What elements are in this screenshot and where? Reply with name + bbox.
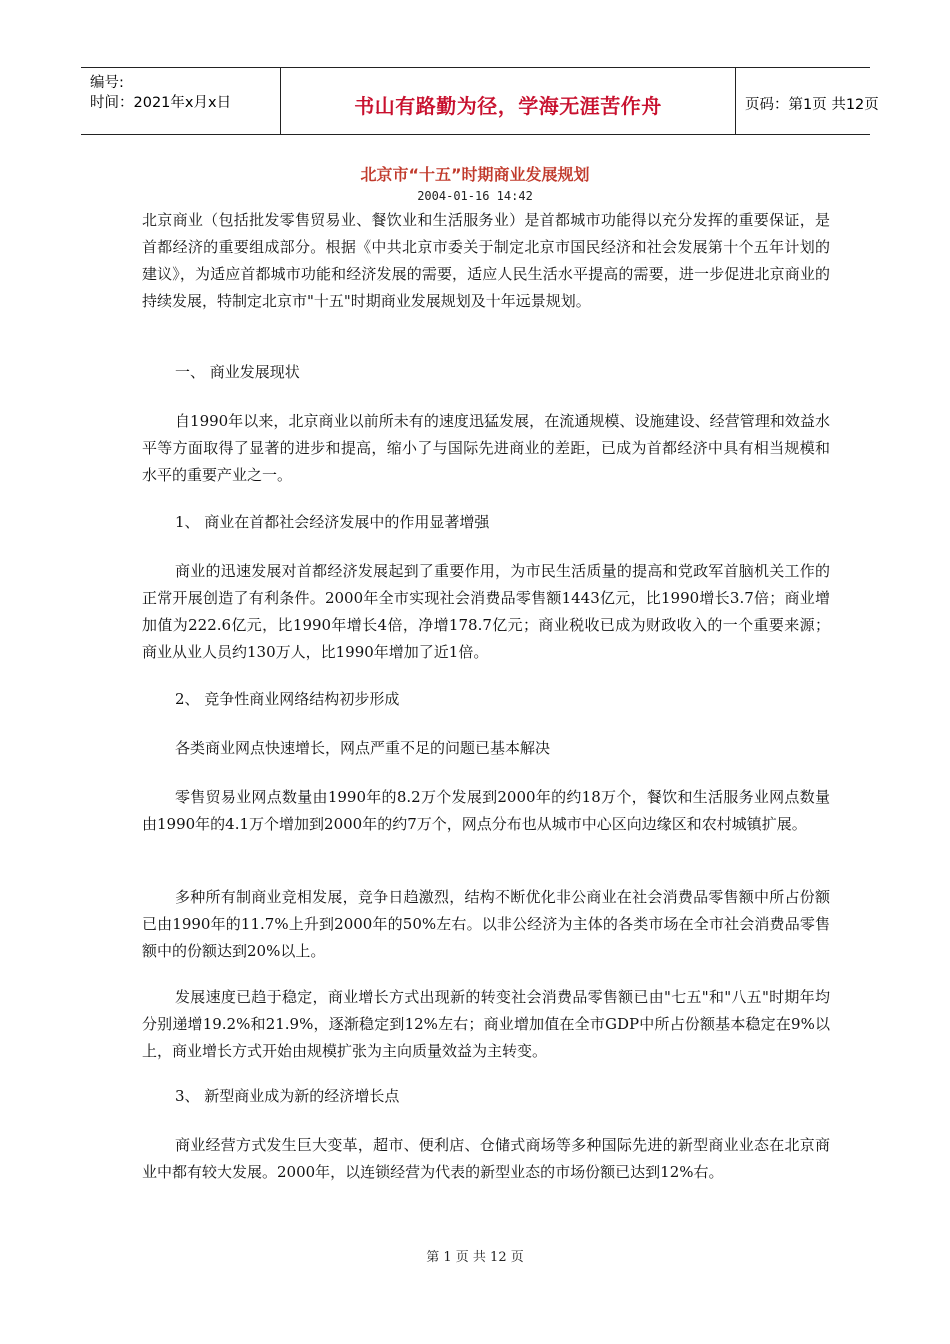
header-page-info: 页码：第1页 共12页 bbox=[745, 97, 879, 113]
subsection-heading-3: 3、 新型商业成为新的经济增长点 bbox=[175, 1087, 400, 1105]
paragraph-4: 零售贸易业网点数量由1990年的8.2万个发展到2000年的约18万个，餐饮和生活服务业网点数量由1990年的4.1万个增加到2000年的约7万个，网点分布也从城市中心区向边缘区和农村城镇扩展。 bbox=[142, 788, 830, 833]
subsection-heading-1: 1、 商业在首都社会经济发展中的作用显著增强 bbox=[175, 513, 490, 531]
document-date: 2004-01-16 14:42 bbox=[417, 189, 533, 203]
document-header-table bbox=[81, 67, 879, 135]
document-time-label: 时间：2021年x月x日 bbox=[90, 95, 232, 111]
paragraph-5: 多种所有制商业竞相发展，竞争日趋激烈，结构不断优化非公商业在社会消费品零售额中所占份额已由1990年的11.7%上升到2000年的50%左右。以非公经济为主体的各类市场在全市社会消费品零售额中的份额达到20%以上。 bbox=[142, 888, 830, 960]
page-footer: 第 1 页 共 12 页 bbox=[426, 1250, 524, 1265]
paragraph-3: 各类商业网点快速增长，网点严重不足的问题已基本解决 bbox=[175, 739, 551, 757]
header-page-cell bbox=[736, 68, 879, 134]
header-motto-cell bbox=[281, 68, 736, 134]
paragraph-2: 商业的迅速发展对首都经济发展起到了重要作用，为市民生活质量的提高和党政军首脑机关工作的正常开展创造了有利条件。2000年全市实现社会消费品零售额1443亿元，比1990增长3.7倍；商业增加值为222.6亿元，比1990年增长4倍，净增178.7亿元；商业税收已成为财政收入的一个重要来源；商业从业人员约130万人，比1990年增加了近1倍。 bbox=[142, 562, 830, 661]
header-meta-cell bbox=[81, 68, 281, 134]
intro-paragraph: 北京商业（包括批发零售贸易业、餐饮业和生活服务业）是首都城市功能得以充分发挥的重要保证，是首都经济的重要组成部分。根据《中共北京市委关于制定北京市国民经济和社会发展第十个五年计划的建议》，为适应首都城市功能和经济发展的需要，适应人民生活水平提高的需要，进一步促进北京商业的持续发展，特制定北京市"十五"时期商业发展规划及十年远景规划。 bbox=[142, 211, 830, 310]
header-motto: 书山有路勤为径，学海无涯苦作舟 bbox=[354, 94, 662, 118]
section-heading-1: 一、 商业发展现状 bbox=[175, 363, 300, 381]
paragraph-1: 自1990年以来，北京商业以前所未有的速度迅猛发展，在流通规模、设施建设、经营管理和效益水平等方面取得了显著的进步和提高，缩小了与国际先进商业的差距，已成为首都经济中具有相当规模和水平的重要产业之一。 bbox=[142, 412, 830, 484]
paragraph-7: 商业经营方式发生巨大变革，超市、便利店、仓储式商场等多种国际先进的新型商业业态在北京商业中都有较大发展。2000年，以连锁经营为代表的新型业态的市场份额已达到12%右。 bbox=[142, 1136, 830, 1181]
document-title: 北京市“十五”时期商业发展规划 bbox=[360, 165, 590, 184]
subsection-heading-2: 2、 竞争性商业网络结构初步形成 bbox=[175, 690, 400, 708]
document-number-label: 编号: bbox=[90, 75, 124, 91]
paragraph-6: 发展速度已趋于稳定，商业增长方式出现新的转变社会消费品零售额已由"七五"和"八五"时期年均分别递增19.2%和21.9%，逐渐稳定到12%左右；商业增加值在全市GDP中所占份额基本稳定在9%以上，商业增长方式开始由规模扩张为主向质量效益为主转变。 bbox=[142, 988, 830, 1060]
